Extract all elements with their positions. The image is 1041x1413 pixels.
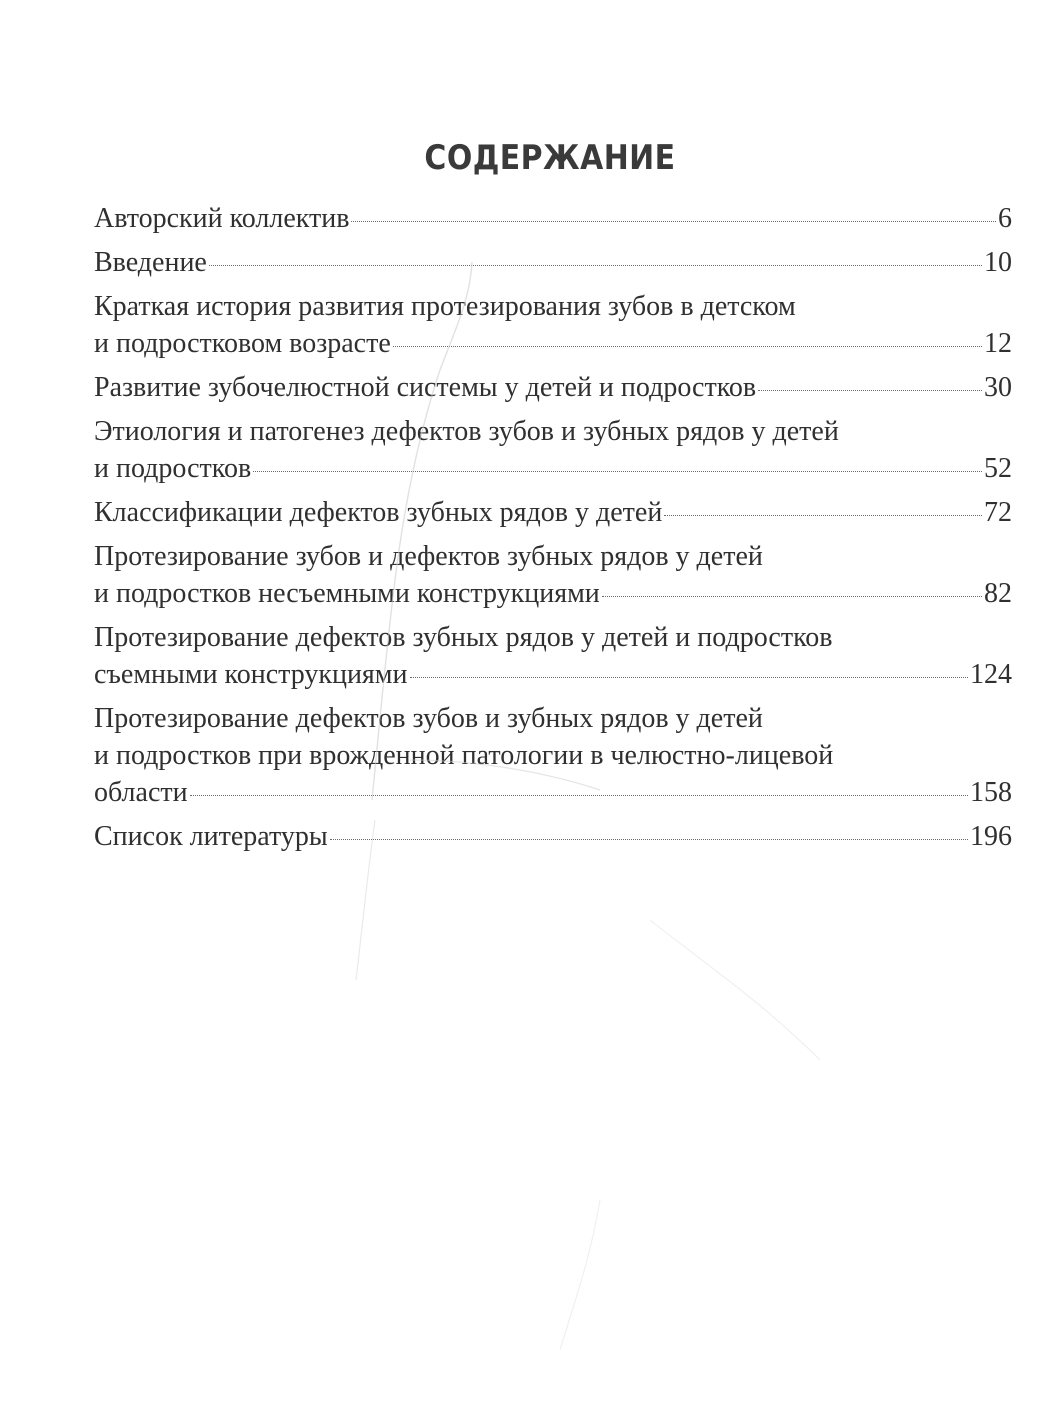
dot-leader xyxy=(602,596,982,597)
toc-entry[interactable] xyxy=(94,244,1012,281)
toc-entry-title: Введение xyxy=(94,247,207,278)
dot-leader xyxy=(393,346,982,347)
toc-entry-title: съемными конструкциями xyxy=(94,659,408,690)
toc-entry-last-line xyxy=(94,656,1012,693)
toc-entry-title-line: Протезирование зубов и дефектов зубных рядов у детей xyxy=(94,541,763,572)
toc-entry-last-line xyxy=(94,774,1012,811)
toc-entry-last-line xyxy=(94,494,1012,531)
toc-entry-title-line: Краткая история развития протезирования зубов в детском xyxy=(94,291,796,322)
dot-leader xyxy=(664,515,982,516)
toc-entry-last-line xyxy=(94,575,1012,612)
toc-page-number: 52 xyxy=(984,453,1012,484)
toc-entry-title: Авторский коллектив xyxy=(94,203,350,234)
toc-page-number: 82 xyxy=(984,578,1012,609)
toc-entry-last-line xyxy=(94,244,1012,281)
toc-entry-title-line: Протезирование дефектов зубных рядов у детей и подростков xyxy=(94,622,833,653)
toc-entry-last-line xyxy=(94,818,1012,855)
toc-entry-title-line: Этиология и патогенез дефектов зубов и зубных рядов у детей xyxy=(94,416,839,447)
toc-entry-title-line: и подростков при врожденной патологии в челюстно-лицевой xyxy=(94,740,834,771)
page-title: СОДЕРЖАНИЕ xyxy=(424,138,676,178)
dot-leader xyxy=(190,795,968,796)
toc-page-number: 124 xyxy=(970,659,1012,690)
toc-entry[interactable] xyxy=(94,200,1012,237)
dot-leader xyxy=(410,677,968,678)
dot-leader xyxy=(209,265,982,266)
toc-entry[interactable] xyxy=(94,288,1012,362)
dot-leader xyxy=(351,221,996,222)
toc-entry[interactable] xyxy=(94,413,1012,487)
toc-entry-title: и подростков xyxy=(94,453,252,484)
toc-page-number: 196 xyxy=(970,821,1012,852)
dot-leader xyxy=(330,839,968,840)
toc-entry[interactable] xyxy=(94,700,1012,811)
toc-entry-title-line: Протезирование дефектов зубов и зубных рядов у детей xyxy=(94,703,763,734)
toc-entry[interactable] xyxy=(94,494,1012,531)
table-of-contents xyxy=(94,200,1012,855)
toc-entry-last-line xyxy=(94,200,1012,237)
toc-page-number: 12 xyxy=(984,328,1012,359)
toc-page-number: 158 xyxy=(970,777,1012,808)
toc-entry[interactable] xyxy=(94,619,1012,693)
toc-entry-title: Список литературы xyxy=(94,821,328,852)
dot-leader xyxy=(758,390,982,391)
toc-entry-last-line xyxy=(94,450,1012,487)
toc-page-number: 30 xyxy=(984,372,1012,403)
toc-entry-last-line xyxy=(94,325,1012,362)
toc-entry[interactable] xyxy=(94,369,1012,406)
toc-entry-title: и подростков несъемными конструкциями xyxy=(94,578,600,609)
toc-page-number: 72 xyxy=(984,497,1012,528)
toc-entry-title: области xyxy=(94,777,188,808)
toc-entry-title: Развитие зубочелюстной системы у детей и подростков xyxy=(94,372,757,403)
toc-entry-title: Классификации дефектов зубных рядов у детей xyxy=(94,497,663,528)
toc-entry-title: и подростковом возрасте xyxy=(94,328,391,359)
toc-entry-last-line xyxy=(94,369,1012,406)
toc-page-number: 6 xyxy=(998,203,1012,234)
toc-page-number: 10 xyxy=(984,247,1012,278)
toc-entry[interactable] xyxy=(94,538,1012,612)
toc-entry[interactable] xyxy=(94,818,1012,855)
dot-leader xyxy=(253,471,982,472)
